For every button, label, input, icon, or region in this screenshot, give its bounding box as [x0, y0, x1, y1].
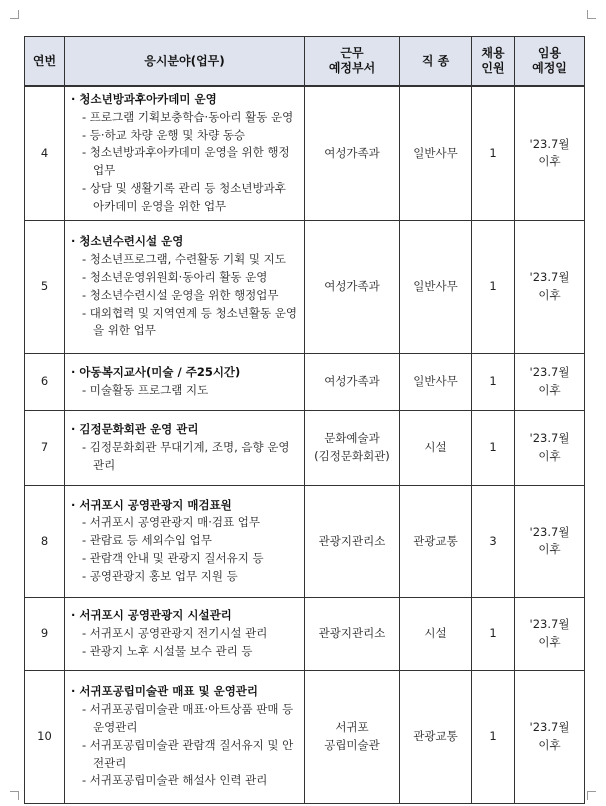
duty-item: - 청소년프로그램, 수련활동 기획 및 지도 [82, 252, 286, 267]
job-type: 일반사무 [400, 353, 472, 410]
table-row [25, 410, 585, 485]
job-type: 관광교통 [400, 670, 472, 803]
department [305, 353, 400, 410]
duty-item: - 서귀포공립미술관 관람객 질서유지 및 안전관리 [82, 737, 294, 770]
hire-count: 1 [472, 220, 515, 353]
duty-item: - 등·하교 차량 운행 및 차량 동승 [82, 127, 246, 142]
row-number: 10 [25, 670, 65, 803]
duty-item: - 프로그램 기획보충학습·동아리 활동 운영 [82, 109, 294, 124]
duty-item: - 청소년방과후아카데미 운영을 위한 행정업무 [82, 145, 290, 178]
duty-list [71, 251, 298, 340]
appointment-date [515, 597, 585, 670]
field-title: · 김정문화회관 운영 관리 [71, 421, 199, 436]
duty-item: - 공영관광지 홍보 업무 지원 등 [82, 568, 238, 583]
header-dept [305, 37, 400, 87]
duty-list [71, 514, 298, 585]
field-title: · 아동복지교사(미술 / 주25시간) [71, 364, 241, 379]
table-row [25, 597, 585, 670]
field-title: · 서귀포공립미술관 매표 및 운영관리 [71, 684, 259, 699]
appointment-line: '23.7월 [529, 431, 570, 446]
duty-item: - 서귀포공립미술관 해설사 인력 관리 [82, 773, 268, 788]
appointment-date [515, 220, 585, 353]
appointment-line: '23.7월 [529, 524, 570, 539]
recruitment-table [24, 36, 585, 804]
job-type: 일반사무 [400, 86, 472, 220]
field-title: · 서귀포시 공영관광지 시설관리 [71, 607, 232, 622]
department [305, 670, 400, 803]
department-line: 문화예술과 [324, 431, 380, 446]
duty-list [71, 382, 298, 400]
table-row [25, 353, 585, 410]
department [305, 86, 400, 220]
appointment-line: '23.7월 [529, 137, 570, 152]
appointment-line: 이후 [538, 154, 561, 169]
header-row [25, 37, 585, 87]
appointment-date [515, 410, 585, 485]
duty-item: - 상담 및 생활기록 관리 등 청소년방과후 아카데미 운영을 위한 업무 [82, 181, 286, 213]
header-field: 응시분야(업무) [65, 37, 305, 87]
application-field [65, 485, 305, 597]
corner-mark-top-right [587, 10, 596, 19]
appointment-line: 이후 [538, 737, 561, 752]
duty-item: - 김정문화회관 무대기계, 조명, 음향 운영 관리 [82, 439, 290, 472]
department-line: 여성가족과 [324, 374, 380, 389]
duty-item: - 미술활동 프로그램 지도 [82, 382, 209, 397]
department-line: 서귀포 [335, 720, 369, 735]
row-number: 5 [25, 220, 65, 353]
appointment-line: 이후 [538, 634, 561, 649]
department [305, 410, 400, 485]
application-field [65, 597, 305, 670]
job-type: 일반사무 [400, 220, 472, 353]
department-line: 여성가족과 [324, 279, 380, 294]
row-number: 7 [25, 410, 65, 485]
field-title: · 청소년수련시설 운영 [71, 234, 184, 249]
department [305, 485, 400, 597]
header-dept-line: 예정부서 [328, 61, 376, 75]
header-hires-line: 채용 [481, 46, 505, 60]
duty-item: - 청소년운영위원회·동아리 활동 운영 [82, 269, 268, 284]
hire-count: 3 [472, 485, 515, 597]
header-appoint [515, 37, 585, 87]
duty-list [71, 625, 298, 661]
duty-list [71, 109, 298, 216]
job-type: 시설 [400, 597, 472, 670]
application-field [65, 670, 305, 803]
corner-mark-top-left [10, 10, 19, 19]
appointment-line: '23.7월 [529, 720, 570, 735]
duty-item: - 청소년수련시설 운영을 위한 행정업무 [82, 287, 279, 302]
header-dept-line: 근무 [340, 46, 364, 60]
duty-list [71, 439, 298, 475]
corner-mark-bottom-left [10, 791, 19, 800]
job-type: 시설 [400, 410, 472, 485]
duty-list [71, 701, 298, 790]
department-line: 관광지관리소 [318, 533, 386, 548]
hire-count: 1 [472, 597, 515, 670]
appointment-date [515, 670, 585, 803]
appointment-line: 이후 [538, 287, 561, 302]
duty-item: - 관람객 안내 및 관광지 질서유지 등 [82, 551, 264, 566]
hire-count: 1 [472, 86, 515, 220]
appointment-line: '23.7월 [529, 270, 570, 285]
appointment-line: '23.7월 [529, 365, 570, 380]
row-number: 4 [25, 86, 65, 220]
table-row [25, 670, 585, 803]
department [305, 597, 400, 670]
hire-count: 1 [472, 353, 515, 410]
hire-count: 1 [472, 410, 515, 485]
duty-item: - 관람료 등 세외수입 업무 [82, 533, 212, 548]
duty-item: - 서귀포시 공영관광지 전기시설 관리 [82, 625, 268, 640]
department-line: 관광지관리소 [318, 626, 386, 641]
department-line: (김정문화회관) [314, 448, 390, 463]
row-number: 8 [25, 485, 65, 597]
department [305, 220, 400, 353]
duty-item: - 서귀포공립미술관 매표·아트상품 판매 등 운영관리 [82, 702, 294, 734]
appointment-line: 이후 [538, 542, 561, 557]
row-number: 9 [25, 597, 65, 670]
application-field [65, 220, 305, 353]
duty-item: - 서귀포시 공영관광지 매·검표 업무 [82, 515, 260, 530]
duty-item: - 관광지 노후 시설물 보수 관리 등 [82, 643, 253, 658]
field-title: · 서귀포시 공영관광지 매검표원 [71, 497, 232, 512]
application-field [65, 410, 305, 485]
row-number: 6 [25, 353, 65, 410]
department-line: 공립미술관 [324, 737, 380, 752]
appointment-line: '23.7월 [529, 617, 570, 632]
table-row [25, 86, 585, 220]
table-body [25, 86, 585, 803]
table-row [25, 485, 585, 597]
appointment-line: 이후 [538, 382, 561, 397]
application-field [65, 86, 305, 220]
hire-count: 1 [472, 670, 515, 803]
appointment-date [515, 485, 585, 597]
field-title: · 청소년방과후아카데미 운영 [71, 92, 217, 106]
appointment-date [515, 353, 585, 410]
duty-item: - 대외협력 및 지역연계 등 청소년활동 운영을 위한 업무 [82, 305, 297, 338]
header-hires [472, 37, 515, 87]
appointment-line: 이후 [538, 448, 561, 463]
header-job-type: 직 종 [400, 37, 472, 87]
table-row [25, 220, 585, 353]
corner-mark-bottom-right [587, 791, 596, 800]
header-no: 연번 [25, 37, 65, 87]
header-appoint-line: 임용 [537, 46, 562, 60]
header-appoint-line: 예정일 [532, 61, 567, 75]
appointment-date [515, 86, 585, 220]
job-type: 관광교통 [400, 485, 472, 597]
application-field [65, 353, 305, 410]
header-hires-line: 인원 [481, 61, 505, 75]
department-line: 여성가족과 [324, 145, 380, 160]
